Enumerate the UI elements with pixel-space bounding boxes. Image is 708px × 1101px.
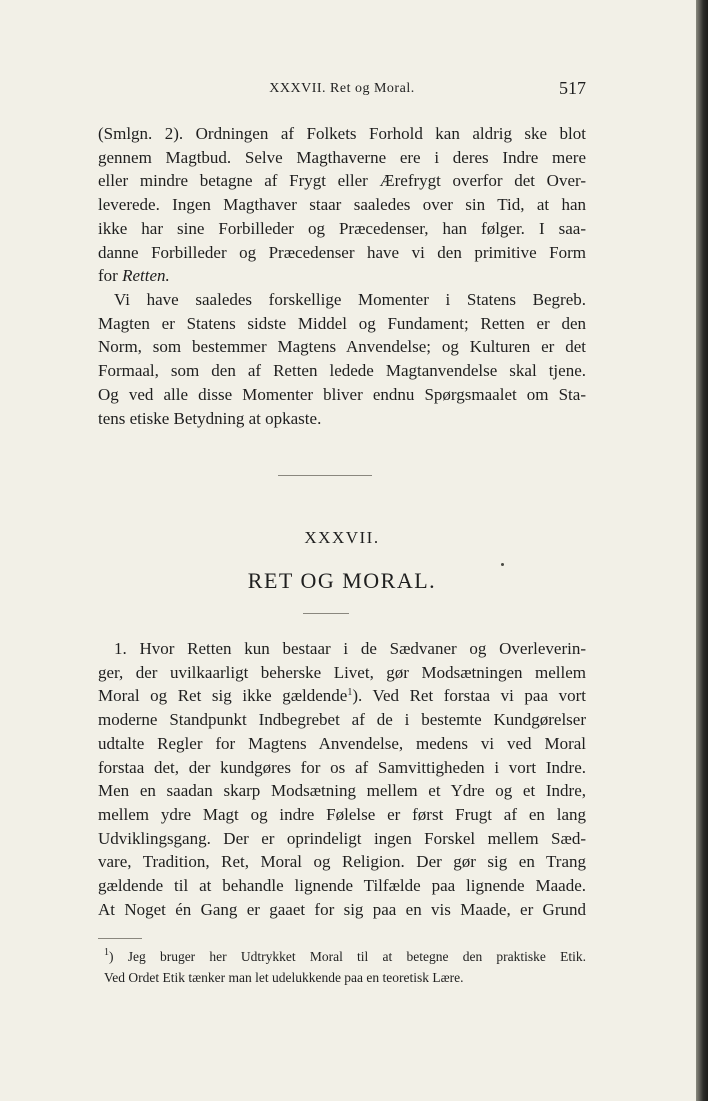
paragraph-state-moments <box>98 288 586 430</box>
text-line: mellem ydre Magt og indre Følelse er først Frugt af en lang <box>98 804 586 824</box>
text-line: 1. Hvor Retten kun bestaar i de Sædvaner og Overleverin- <box>114 639 586 658</box>
text-line: Vi have saaledes forskellige Momenter i Statens Begreb. <box>114 290 586 309</box>
text-line: Men en saadan skarp Modsætning mellem et Ydre og et Indre, <box>98 781 586 801</box>
text-line: (Smlgn. 2). Ordningen af Folkets Forhold kan aldrig ske blot <box>98 124 586 143</box>
text-line: ikke har sine Forbilleder og Præcedenser, han følger. I saa- <box>98 218 586 238</box>
text-line: eller mindre betagne af Frygt eller Ærefrygt overfor det Over- <box>98 171 586 191</box>
text-line: tens etiske Betydning at opkaste. <box>98 408 322 428</box>
text-line: gældende til at behandle lignende Tilfælde paa lignende Maade. <box>98 876 586 896</box>
text-fragment: Moral og Ret sig ikke gældende <box>98 686 348 706</box>
text-line: Udviklingsgang. Der er oprindeligt ingen Forskel mellem Sæd- <box>98 828 586 848</box>
running-head <box>98 78 586 102</box>
text-line: danne Forbilleder og Præcedenser have vi den primitive Form <box>98 242 586 262</box>
text-line: vare, Tradition, Ret, Moral og Religion. Der gør sig en Trang <box>98 852 586 872</box>
text-line: gennem Magtbud. Selve Magthaverne ere i deres Indre mere <box>98 147 586 167</box>
text-line: leverede. Ingen Magthaver staar saaledes over sin Tid, at han <box>98 195 586 215</box>
text-fragment: ) Jeg bruger her Udtrykket Moral til at betegne den praktiske Etik. <box>109 949 586 964</box>
title-rule <box>303 613 349 614</box>
footnote-rule <box>98 938 142 939</box>
text-line <box>98 264 586 288</box>
print-speck <box>501 563 504 566</box>
text-line: At Noget én Gang er gaaet for sig paa en vis Maade, er Grund <box>98 899 586 919</box>
text-line: Formaal, som den af Retten ledede Magtanvendelse skal tjene. <box>98 361 586 381</box>
section-number: XXXVII. <box>304 528 380 547</box>
section-divider <box>278 475 372 476</box>
text-line: moderne Standpunkt Indbegrebet af de i bestemte Kundgørelser <box>98 710 586 730</box>
footnote-marker: 1 <box>104 947 109 958</box>
page-number: 517 <box>559 78 586 98</box>
paragraph-state-forms <box>98 122 586 288</box>
text-line: Og ved alle disse Momenter bliver endnu Spørgsmaalet om Sta- <box>98 384 586 404</box>
text-line: Magten er Statens sidste Middel og Fundament; Retten er den <box>98 313 586 333</box>
footnote-reference: 1 <box>347 687 353 699</box>
paragraph-law-and-morality <box>98 637 586 921</box>
text-line: ger, der uvilkaarligt beherske Livet, gør Modsætningen mellem <box>98 662 586 682</box>
italic-term: Retten. <box>122 266 170 286</box>
footnote-line: Ved Ordet Etik tænker man let udelukkende paa en teoretisk Lære. <box>104 970 464 985</box>
section-title: RET OG MORAL. <box>247 568 437 593</box>
page-edge-shadow <box>696 0 708 1101</box>
footnote <box>98 946 586 988</box>
running-title: XXXVII. Ret og Moral. <box>269 81 415 96</box>
text-fragment: for <box>98 266 123 286</box>
text-fragment: ). Ved Ret forstaa vi paa vort <box>352 686 586 706</box>
footnote-line <box>98 946 586 967</box>
text-line: forstaa det, der kundgøres for os af Samvittigheden i vort Indre. <box>98 757 586 777</box>
text-line: Norm, som bestemmer Magtens Anvendelse; og Kulturen er det <box>98 337 586 357</box>
text-line <box>98 684 586 708</box>
text-line: udtalte Regler for Magtens Anvendelse, medens vi ved Moral <box>98 733 586 753</box>
